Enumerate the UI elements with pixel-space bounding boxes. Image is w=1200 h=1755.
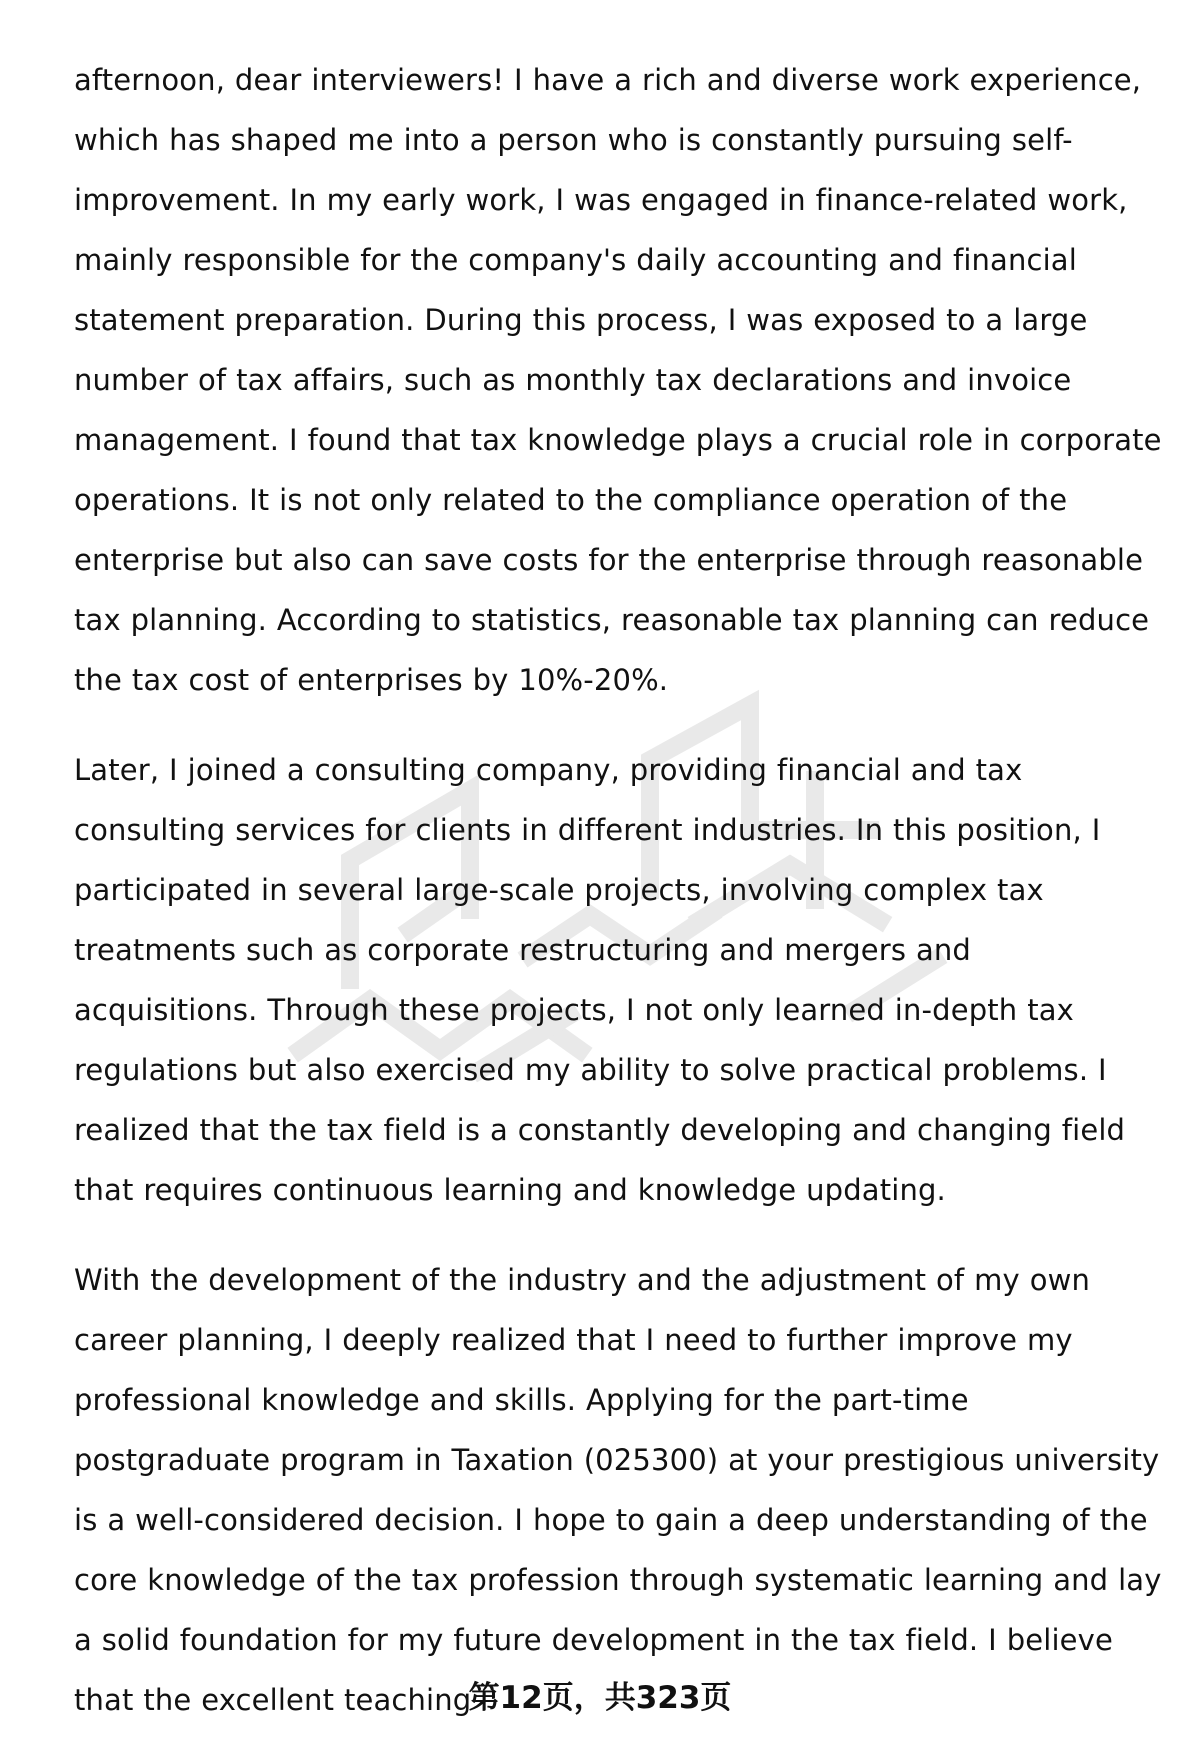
paragraph-3: With the development of the industry and the adjustment of my own career planning, I deeply realized that I need to further improve my professional knowledge and skills. Applying for the part-time postgraduate program in Taxation (025300) at your prestigious university is a well-considered decision. I hope to gain a deep understanding of the core knowledge of the tax profession through systematic learning and lay a solid foundation for my future development in the tax field. I believe that the excellent teaching xyxy=(74,1263,1162,1717)
paragraph-2: Later, I joined a consulting company, providing financial and tax consulting services for clients in different industries. In this position, I participated in several large-scale projects, involving complex tax treatments such as corporate restructuring and mergers and acquisitions. Through these projects, I not only learned in-depth tax regulations but also exercised my ability to solve practical problems. I realized that the tax field is a constantly developing and changing field that requires continuous learning and knowledge updating. xyxy=(74,753,1126,1207)
document-content xyxy=(74,50,1164,1730)
paragraph-1: afternoon, dear interviewers! I have a rich and diverse work experience, which has shaped me into a person who is constantly pursuing self-improvement. In my early work, I was engaged in finance-related work, mainly responsible for the company's daily accounting and financial statement preparation. During this process, I was exposed to a large number of tax affairs, such as monthly tax declarations and invoice management. I found that tax knowledge plays a crucial role in corporate operations. It is not only related to the compliance operation of the enterprise but also can save costs for the enterprise through reasonable tax planning. According to statistics, reasonable tax planning can reduce the tax cost of enterprises by 10%-20%. xyxy=(74,63,1162,697)
page-footer: 第12页，共323页 xyxy=(468,1680,732,1716)
